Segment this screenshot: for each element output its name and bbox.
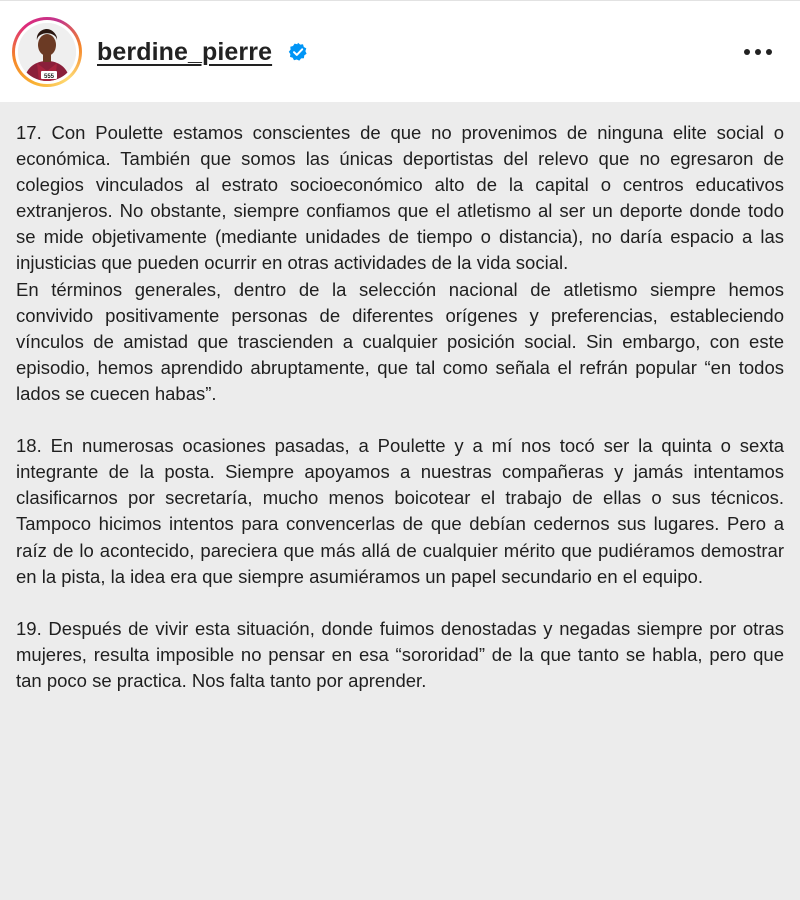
paragraph-18: 18. En numerosas ocasiones pasadas, a Poulette y a mí nos tocó ser la quinta o sexta integrante de la posta. Siempre apoyamos a nuestras compañeras y jamás intentamos clasificarnos por secretaría, mucho menos boicotear el trabajo de ellas o sus técnicos. Tampoco hicimos intentos para convencerlas de que debían cedernos sus lugares. Pero a raíz de lo acontecido, pareciera que más allá de cualquier mérito que pudiéramos demostrar en la pista, la idea era que siempre asumiéramos un papel secundario en el equipo. — [16, 435, 784, 587]
athlete-avatar-icon — [18, 23, 76, 81]
paragraph-17: 17. Con Poulette estamos conscientes de que no provenimos de ninguna elite social o económica. También que somos las únicas deportistas del relevo que no egresaron de colegios vinculados al estrato socioeconómico alto de la capital o centros educativos extranjeros. No obstante, siempre confiamos que el atletismo al ser un deporte donde todo se mide objetivamente (mediante unidades de tiempo o distancia), no daría espacio a las injusticias que pueden ocurrir en otras actividades de la vida social. — [16, 122, 784, 274]
paragraph-17-continued: En términos generales, dentro de la selección nacional de atletismo siempre hemos convivido positivamente personas de diferentes orígenes y preferencias, estableciendo vínculos de amistad que trascienden a cualquier posición social. Sin embargo, con este episodio, hemos aprendido abruptamente, que tal como señala el refrán popular “en todos lados se cuecen habas”. — [16, 278, 784, 404]
avatar-frame — [15, 20, 79, 84]
paragraph-19: 19. Después de vivir esta situación, donde fuimos denostadas y negadas siempre por otras mujeres, resulta imposible no pensar en esa “sororidad” de la que tanto se habla, pero que tan poco se practica. Nos falta tanto por aprender. — [16, 617, 784, 691]
post-header — [0, 0, 800, 102]
avatar[interactable] — [18, 23, 76, 81]
post-text — [16, 120, 784, 694]
avatar-bib-number: 555 — [43, 74, 55, 80]
paragraph-spacer — [16, 407, 784, 433]
story-ring[interactable] — [12, 17, 82, 87]
paragraph-spacer — [16, 590, 784, 616]
verified-badge-icon — [288, 42, 308, 62]
more-options-icon[interactable] — [738, 39, 778, 65]
username-link[interactable]: berdine_pierre — [97, 38, 273, 66]
